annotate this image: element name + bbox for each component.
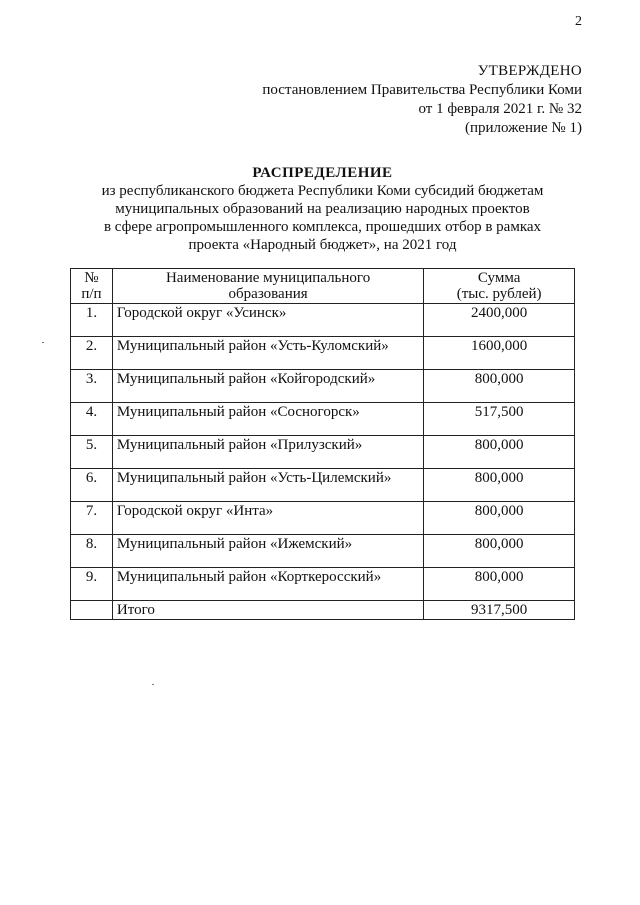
- row-number: 4.: [71, 403, 113, 436]
- distribution-table: [70, 268, 575, 620]
- table-row: [71, 502, 575, 535]
- row-name: Муниципальный район «Прилузский»: [112, 436, 423, 469]
- heading-line: проекта «Народный бюджет», на 2021 год: [188, 237, 457, 253]
- table-row: [71, 535, 575, 568]
- row-sum: 800,000: [424, 502, 575, 535]
- row-sum: 800,000: [424, 469, 575, 502]
- header-sum-line-2: (тыс. рублей): [456, 286, 542, 302]
- approval-title: УТВЕРЖДЕНО: [477, 63, 582, 79]
- row-sum: 800,000: [424, 370, 575, 403]
- header-name-line-1: Наименование муниципального: [165, 270, 371, 286]
- row-number: 6.: [71, 469, 113, 502]
- row-number: 7.: [71, 502, 113, 535]
- header-number-line-2: п/п: [81, 286, 102, 302]
- header-number: [71, 269, 113, 304]
- total-sum: 9317,500: [424, 601, 575, 620]
- table-row: [71, 469, 575, 502]
- row-number: 9.: [71, 568, 113, 601]
- header-name: [112, 269, 423, 304]
- page-number: 2: [575, 14, 582, 29]
- row-number: 8.: [71, 535, 113, 568]
- row-number: 3.: [71, 370, 113, 403]
- row-name: Городской округ «Усинск»: [112, 304, 423, 337]
- approval-line-1: постановлением Правительства Республики Коми: [262, 82, 582, 98]
- row-sum: 517,500: [424, 403, 575, 436]
- heading-line: из республиканского бюджета Республики Коми субсидий бюджетам: [101, 183, 544, 199]
- table-header-row: [71, 269, 575, 304]
- heading-line: в сфере агропромышленного комплекса, прошедших отбор в рамках: [103, 219, 542, 235]
- row-name: Муниципальный район «Корткеросский»: [112, 568, 423, 601]
- row-sum: 2400,000: [424, 304, 575, 337]
- document-title: РАСПРЕДЕЛЕНИЕ: [252, 165, 393, 181]
- row-sum: 1600,000: [424, 337, 575, 370]
- document-heading: [70, 164, 575, 254]
- row-name: Муниципальный район «Койгородский»: [112, 370, 423, 403]
- table-row: [71, 304, 575, 337]
- row-sum: 800,000: [424, 436, 575, 469]
- table-row: [71, 568, 575, 601]
- approval-line-2: от 1 февраля 2021 г. № 32: [418, 101, 582, 117]
- approval-stamp: [262, 62, 582, 138]
- header-name-line-2: образования: [228, 286, 308, 302]
- row-number: 1.: [71, 304, 113, 337]
- heading-line: муниципальных образований на реализацию народных проектов: [115, 201, 530, 217]
- header-sum-line-1: Сумма: [477, 270, 521, 286]
- row-name: Муниципальный район «Усть-Цилемский»: [112, 469, 423, 502]
- approval-line-3: (приложение № 1): [464, 120, 582, 136]
- row-name: Городской округ «Инта»: [112, 502, 423, 535]
- header-sum: [424, 269, 575, 304]
- row-sum: 800,000: [424, 568, 575, 601]
- table-row: [71, 370, 575, 403]
- row-name: Муниципальный район «Сосногорск»: [112, 403, 423, 436]
- table-row: [71, 436, 575, 469]
- row-number: 5.: [71, 436, 113, 469]
- total-number: [71, 601, 113, 620]
- table-row: [71, 403, 575, 436]
- scan-speck: [152, 684, 154, 685]
- row-number: 2.: [71, 337, 113, 370]
- header-number-line-1: №: [84, 270, 99, 286]
- table-total-row: [71, 601, 575, 620]
- total-label: Итого: [112, 601, 423, 620]
- scan-speck: [42, 342, 44, 343]
- row-sum: 800,000: [424, 535, 575, 568]
- row-name: Муниципальный район «Усть-Куломский»: [112, 337, 423, 370]
- row-name: Муниципальный район «Ижемский»: [112, 535, 423, 568]
- table-row: [71, 337, 575, 370]
